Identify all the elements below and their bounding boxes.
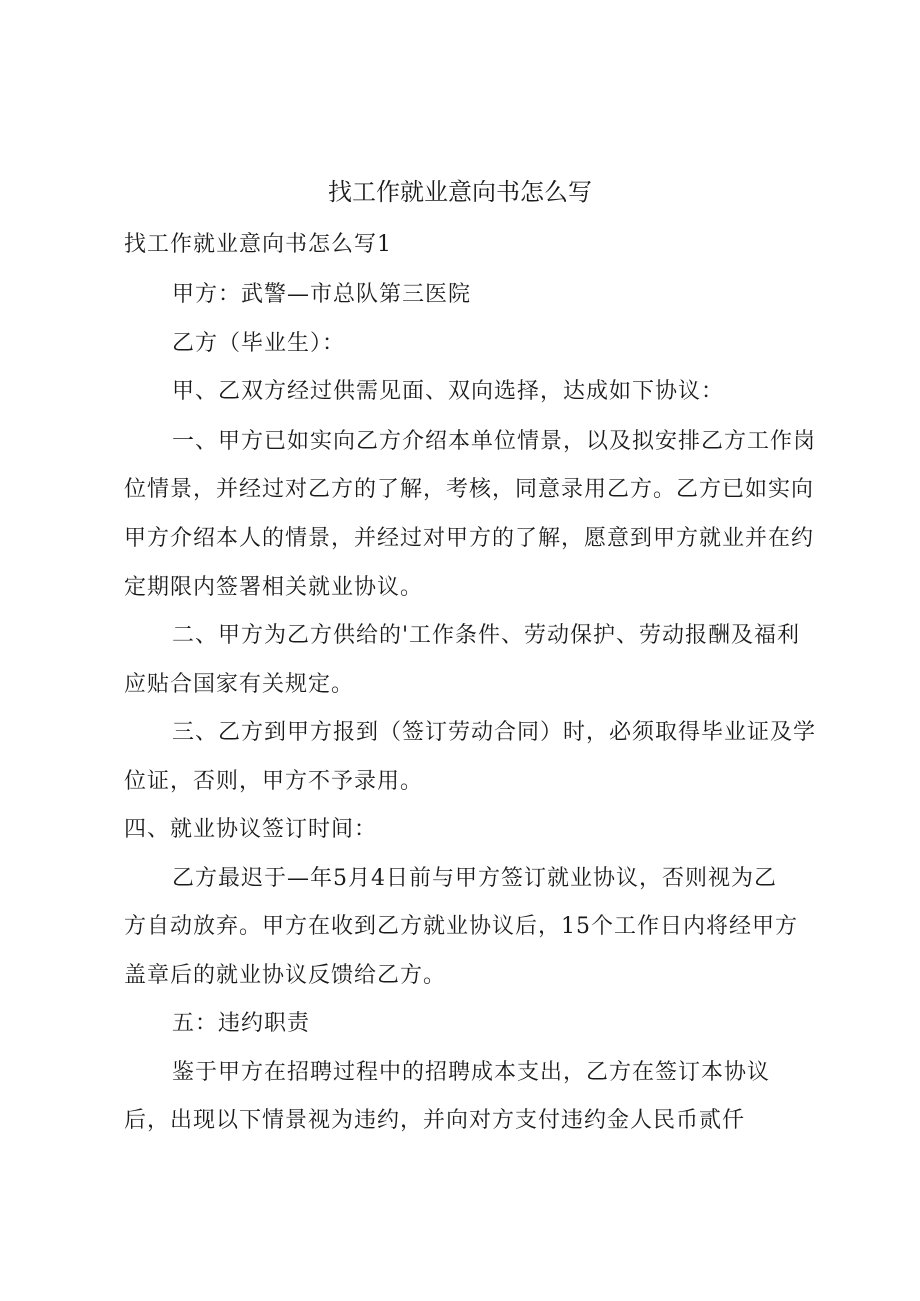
clause-2-line-1: 二、甲方为乙方供给的'工作条件、劳动保护、劳动报酬及福利 bbox=[172, 623, 801, 648]
clause-2-line-2: 应贴合国家有关规定。 bbox=[124, 672, 355, 697]
document-title: 找工作就业意向书怎么写 bbox=[328, 178, 592, 206]
party-b-line: 乙方（毕业生）： bbox=[172, 331, 346, 356]
clause-1-line-2: 位情景，并经过对乙方的了解，考核，同意录用乙方。乙方已如实向 bbox=[124, 477, 815, 502]
clause-5-heading: 五：违约职责 bbox=[172, 1011, 311, 1036]
clause-1-line-3: 甲方介绍本人的情景，并经过对甲方的了解，愿意到甲方就业并在约 bbox=[124, 526, 815, 551]
clause-4-line-3: 盖章后的就业协议反馈给乙方。 bbox=[124, 963, 447, 988]
clause-3-line-1: 三、乙方到甲方报到（签订劳动合同）时，必须取得毕业证及学 bbox=[172, 720, 817, 745]
clause-4-line-2: 方自动放弃。甲方在收到乙方就业协议后，15个工作日内将经甲方 bbox=[124, 914, 798, 939]
section-heading: 找工作就业意向书怎么写1 bbox=[124, 232, 392, 257]
clause-3-line-2: 位证，否则，甲方不予录用。 bbox=[124, 769, 424, 794]
clause-5-line-1: 鉴于甲方在招聘过程中的招聘成本支出，乙方在签订本协议 bbox=[172, 1060, 771, 1085]
clause-4-heading: 四、就业协议签订时间： bbox=[124, 817, 378, 842]
agreement-intro: 甲、乙双方经过供需见面、双向选择，达成如下协议： bbox=[172, 379, 725, 404]
clause-1-line-4: 定期限内签署相关就业协议。 bbox=[124, 575, 424, 600]
party-a-line: 甲方：武警—市总队第三医院 bbox=[172, 282, 472, 307]
clause-4-line-1: 乙方最迟于—年5月4日前与甲方签订就业协议，否则视为乙 bbox=[172, 866, 777, 891]
clause-1-line-1: 一、甲方已如实向乙方介绍本单位情景，以及拟安排乙方工作岗 bbox=[172, 429, 817, 454]
clause-5-line-2: 后，出现以下情景视为违约，并向对方支付违约金人民币贰仟 bbox=[124, 1108, 746, 1133]
